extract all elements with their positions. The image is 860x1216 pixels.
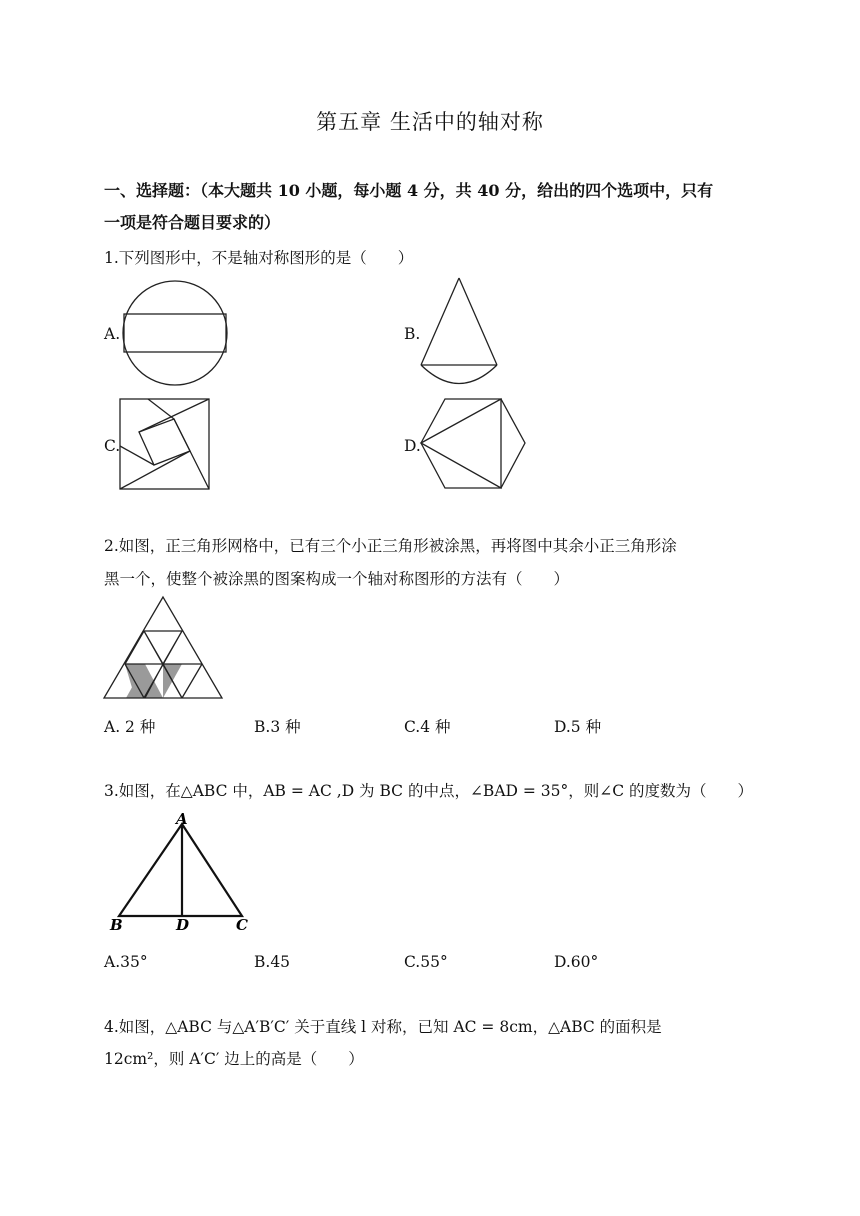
page-title: 第五章 生活中的轴对称 <box>316 110 544 134</box>
q1-d-hexagon <box>421 399 525 488</box>
q2-option-a: A. 2 种 <box>104 718 156 736</box>
question-3-text: 3.如图，在△ABC 中，AB = AC ,D 为 BC 的中点，∠BAD = 35°，则∠C 的度数为（ ） <box>104 782 754 800</box>
q1-figure-a <box>120 278 232 388</box>
q3-label-a: A <box>176 810 188 828</box>
q3-triangle-figure <box>106 810 256 934</box>
section-heading-line1: 一、选择题：（本大题共 10 小题，每小题 4 分，共 40 分，给出的四个选项中，只有 <box>104 181 714 200</box>
q3-label-c: C <box>236 916 248 934</box>
section-heading-line2: 一项是符合题目要求的） <box>104 213 281 232</box>
q1-figure-d <box>418 397 528 491</box>
question-4-line1: 4.如图，△ABC 与△A′B′C′ 关于直线 l 对称，已知 AC = 8cm，△ABC 的面积是 <box>104 1018 662 1036</box>
q2-option-d: D.5 种 <box>554 718 602 736</box>
q2-option-b: B.3 种 <box>254 718 301 736</box>
question-2-line1: 2.如图，正三角形网格中，已有三个小正三角形被涂黑，再将图中其余小正三角形涂 <box>104 537 677 555</box>
question-1-text: 1.下列图形中，不是轴对称图形的是（ ） <box>104 249 414 267</box>
q1-a-circle <box>123 281 227 385</box>
q1-figure-c <box>118 397 212 491</box>
question-2-line2: 黑一个，使整个被涂黑的图案构成一个轴对称图形的方法有（ ） <box>104 570 570 588</box>
q1-option-c-label: C. <box>104 437 121 455</box>
q1-c-spokes <box>120 399 209 489</box>
q3-option-c: C.55° <box>404 953 448 971</box>
q1-option-a-label: A. <box>104 325 121 343</box>
q1-a-rectangle <box>124 314 226 352</box>
q3-option-a: A.35° <box>104 953 148 971</box>
q1-figure-b <box>418 276 500 390</box>
q1-c-inner-square <box>139 419 190 465</box>
q3-triangle-lines <box>119 824 242 916</box>
q3-option-d: D.60° <box>554 953 599 971</box>
q3-option-b: B.45 <box>254 953 291 971</box>
q1-option-b-label: B. <box>404 325 421 343</box>
q1-b-cone <box>421 278 497 384</box>
q3-label-d: D <box>176 916 190 934</box>
q2-triangle-grid-figure <box>104 597 224 701</box>
q3-label-b: B <box>110 916 123 934</box>
q2-option-c: C.4 种 <box>404 718 451 736</box>
question-4-line2: 12cm²，则 A′C′ 边上的高是（ ） <box>104 1050 364 1068</box>
q1-d-triangle <box>421 399 501 488</box>
q1-option-d-label: D. <box>404 437 421 455</box>
